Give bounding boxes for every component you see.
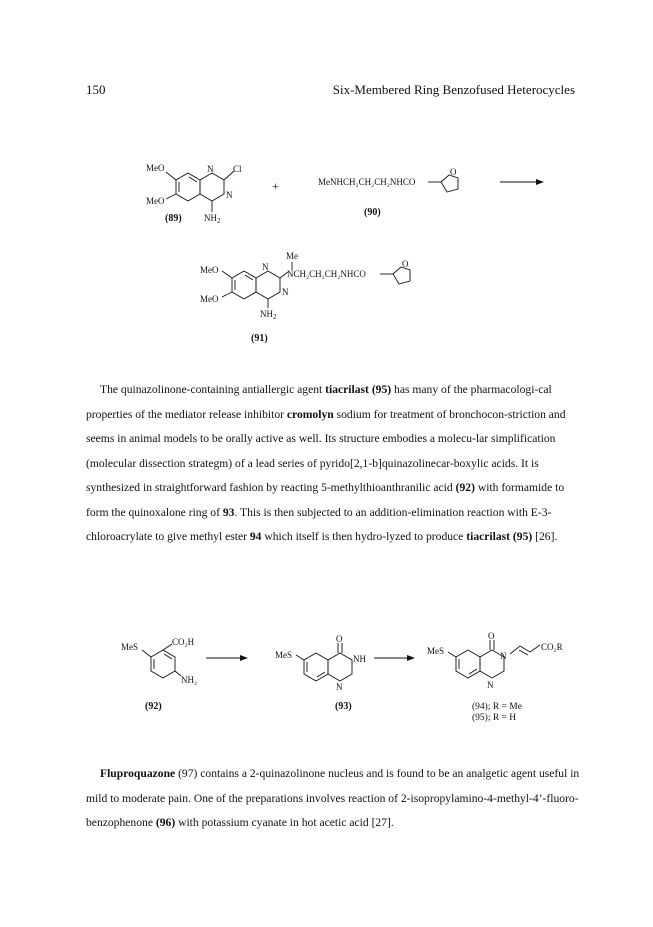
c89-nh2: $NH_2$ <box>204 213 221 225</box>
c93-o: O <box>336 634 343 644</box>
c91-n1: N <box>262 262 269 272</box>
c93-mes: MeS <box>275 650 293 660</box>
running-head: Six-Membered Ring Benzofused Heterocycles <box>332 82 575 97</box>
c93-n: N <box>336 682 343 692</box>
compound-89-structure <box>146 163 242 225</box>
compound-92-structure <box>121 637 197 712</box>
compound-91-structure <box>200 251 410 344</box>
c90-chain: MeNHCH₂CH₂CH₂NHCO <box>318 177 416 187</box>
c92-label: (92) <box>145 701 162 712</box>
paragraph-tiacrilast: The quinazolinone-containing antiallergic agent tiacrilast (95) has many of the pharmacologi-cal properties of the mediator release inhibitor cromolyn sodium for treatment of bronchocon-striction and seems in animal models to be orally active as well. Its structure embodies a molecu-lar simplification (molecular dissection strategm) of a lead series of pyrido[2,1-b]quinazolinecar-boxylic acids. It is synthesized in straightforward fashion by reacting 5-methylthioanthranilic acid (92) with formamide to form the quinoxalone ring of 93. This is then subjected to an addition-elimination reaction with E-3-chloroacrylate to give methyl ester 94 which itself is then hydro-lyzed to produce tiacrilast (95) [26]. <box>86 383 566 543</box>
c89-n1: N <box>207 164 214 174</box>
c89-meo-top: MeO <box>146 163 165 173</box>
tiacrilast-term: tiacrilast (95) <box>325 383 392 396</box>
plus-sign: + <box>272 179 279 193</box>
c89-meo-bottom: MeO <box>146 196 165 206</box>
c91-n3: N <box>282 287 289 297</box>
paragraph-fluproquazone: Fluproquazone (97) contains a 2-quinazolinone nucleus and is found to be an analgetic agent useful in mild to moderate pain. One of the preparations involves reaction of 2-isopropylamino-4-methyl-4’-fluoro-benzophenone (96) with potassium cyanate in hot acetic acid [27]. <box>86 767 580 829</box>
c94-co2r: CO₂R <box>541 642 563 652</box>
c94-mes: MeS <box>427 646 445 656</box>
c91-chain: NCH₂CH₂CH₂NHCO <box>287 269 366 279</box>
compound-93-structure <box>275 634 366 712</box>
compound-90-structure <box>318 167 458 218</box>
c90-o: O <box>450 167 457 177</box>
c90-label: (90) <box>364 207 381 218</box>
c93-nh: NH <box>353 654 366 664</box>
compound-94-95-structure <box>427 631 563 723</box>
c92-mes: MeS <box>121 642 139 652</box>
c92-nh2: NH₂ <box>181 675 198 685</box>
c89-label: (89) <box>165 213 182 224</box>
c91-meo-top: MeO <box>200 265 219 275</box>
c94-n3: N <box>487 680 494 690</box>
c91-label: (91) <box>251 333 268 344</box>
c92-co2h: CO₂H <box>172 637 195 647</box>
c91-o: O <box>402 259 409 269</box>
c95-label: (95); R = H <box>472 713 517 723</box>
page-number: 150 <box>86 82 106 97</box>
c93-label: (93) <box>335 701 352 712</box>
c91-meo-bottom: MeO <box>200 294 219 304</box>
c89-n3: N <box>226 190 233 200</box>
c94-label: (94); R = Me <box>472 702 522 712</box>
c94-o: O <box>488 631 495 641</box>
cromolyn-term: cromolyn <box>286 407 334 421</box>
c94-n1: N <box>500 651 507 661</box>
c89-cl: Cl <box>233 164 242 174</box>
c91-me: Me <box>286 251 298 261</box>
c91-nh2: $NH_2$ <box>260 309 277 321</box>
fluproquazone-term: Fluproquazone <box>100 767 176 780</box>
